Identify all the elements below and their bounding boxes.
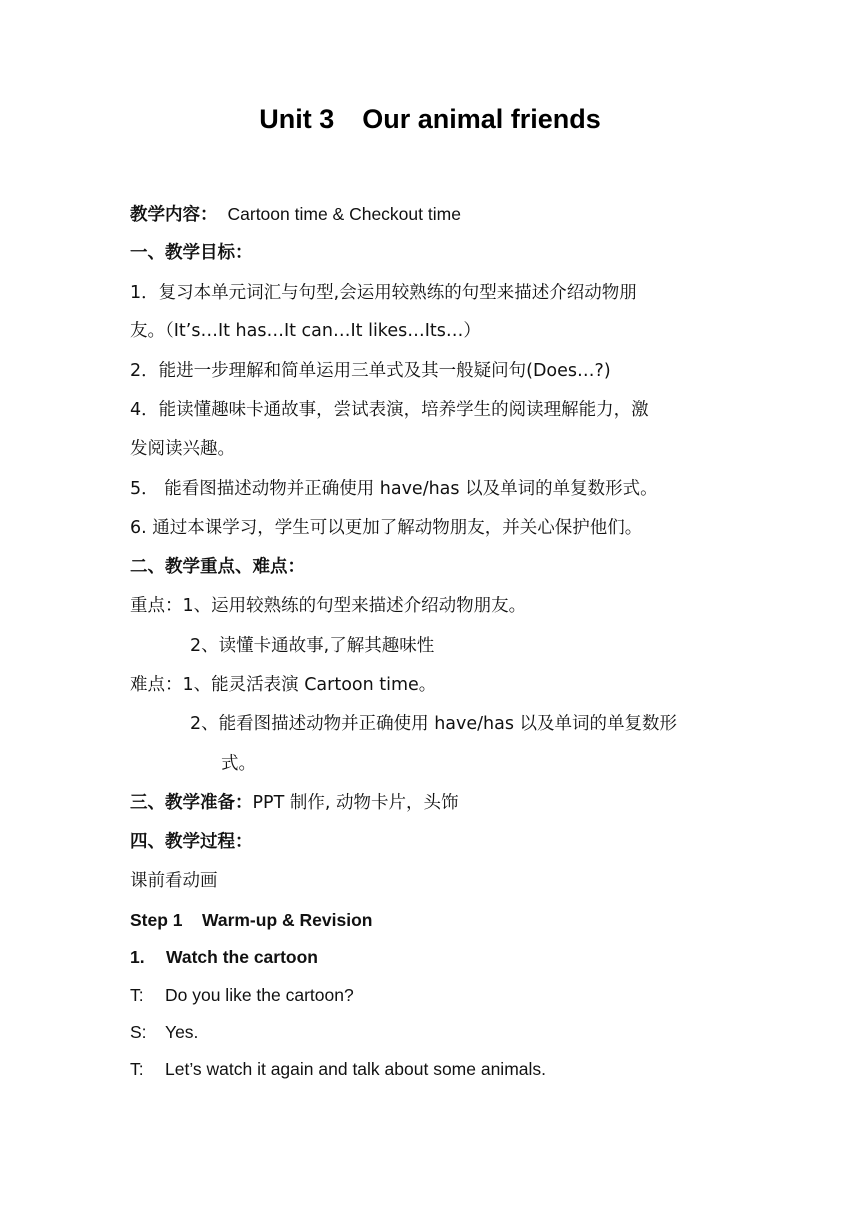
dialogue-speaker: T: (130, 985, 144, 1005)
difficult-2-cont: 式。 (221, 754, 256, 774)
difficult-2: 2、能看图描述动物并正确使用 have/has 以及单词的单复数形 (190, 714, 678, 734)
focus-2: 2、读懂卡通故事,了解其趣味性 (190, 636, 435, 656)
goal-2: 2．能进一步理解和简单运用三单式及其一般疑问句(Does…?) (130, 361, 611, 381)
pre-class-note: 课前看动画 (130, 871, 218, 891)
document-title (0, 104, 860, 135)
dialogue-line (130, 1057, 546, 1081)
goal-5: 5． 能看图描述动物并正确使用 have/has 以及单词的单复数形式。 (130, 479, 658, 499)
title-unit: Unit 3 (259, 104, 335, 134)
focus-label: 重点： (130, 596, 183, 616)
teaching-prep (130, 791, 458, 815)
focus-item: 1、运用较熟练的句型来描述介绍动物朋友。 (182, 596, 527, 616)
substep-1 (130, 945, 318, 969)
dialogue-speaker: S: (130, 1022, 147, 1042)
title-name: Our animal friends (362, 104, 601, 134)
dialogue-line (130, 983, 354, 1007)
section-key-heading: 二、教学重点、难点： (130, 557, 305, 577)
difficult-label: 难点： (130, 675, 183, 695)
teaching-content-value: Cartoon time & Checkout time (227, 204, 461, 224)
dialogue-speaker: T: (130, 1059, 144, 1079)
section-process-heading: 四、教学过程： (130, 832, 253, 852)
goal-1-line-2: 友。（It’s…It has…It can…It likes…Its…） (130, 321, 481, 341)
difficult-1 (130, 673, 436, 697)
prep-value: PPT 制作, 动物卡片，头饰 (252, 793, 459, 813)
dialogue-text: Yes. (165, 1022, 199, 1042)
dialogue-line (130, 1020, 198, 1044)
goal-4-line-2: 发阅读兴趣。 (130, 439, 235, 459)
teaching-content-label: 教学内容： (130, 205, 218, 225)
difficult-item: 1、能灵活表演 Cartoon time。 (182, 675, 437, 695)
goal-4-line-1: 4．能读懂趣味卡通故事，尝试表演，培养学生的阅读理解能力，激 (130, 400, 649, 420)
teaching-content (130, 202, 461, 227)
dialogue-text: Do you like the cartoon? (165, 985, 354, 1005)
goal-1-line-1: 1．复习本单元词汇与句型,会运用较熟练的句型来描述介绍动物朋 (130, 283, 637, 303)
prep-label: 三、教学准备： (130, 793, 253, 813)
focus-1 (130, 594, 526, 618)
dialogue-text: Let’s watch it again and talk about some animals. (165, 1059, 547, 1079)
step-1-heading: Step 1 Warm-up & Revision (130, 910, 373, 930)
section-goals-heading: 一、教学目标： (130, 243, 253, 263)
substep-1-number: 1. (130, 947, 145, 967)
substep-1-title: Watch the cartoon (166, 947, 318, 967)
goal-6: 6. 通过本课学习，学生可以更加了解动物朋友，并关心保护他们。 (130, 518, 643, 538)
